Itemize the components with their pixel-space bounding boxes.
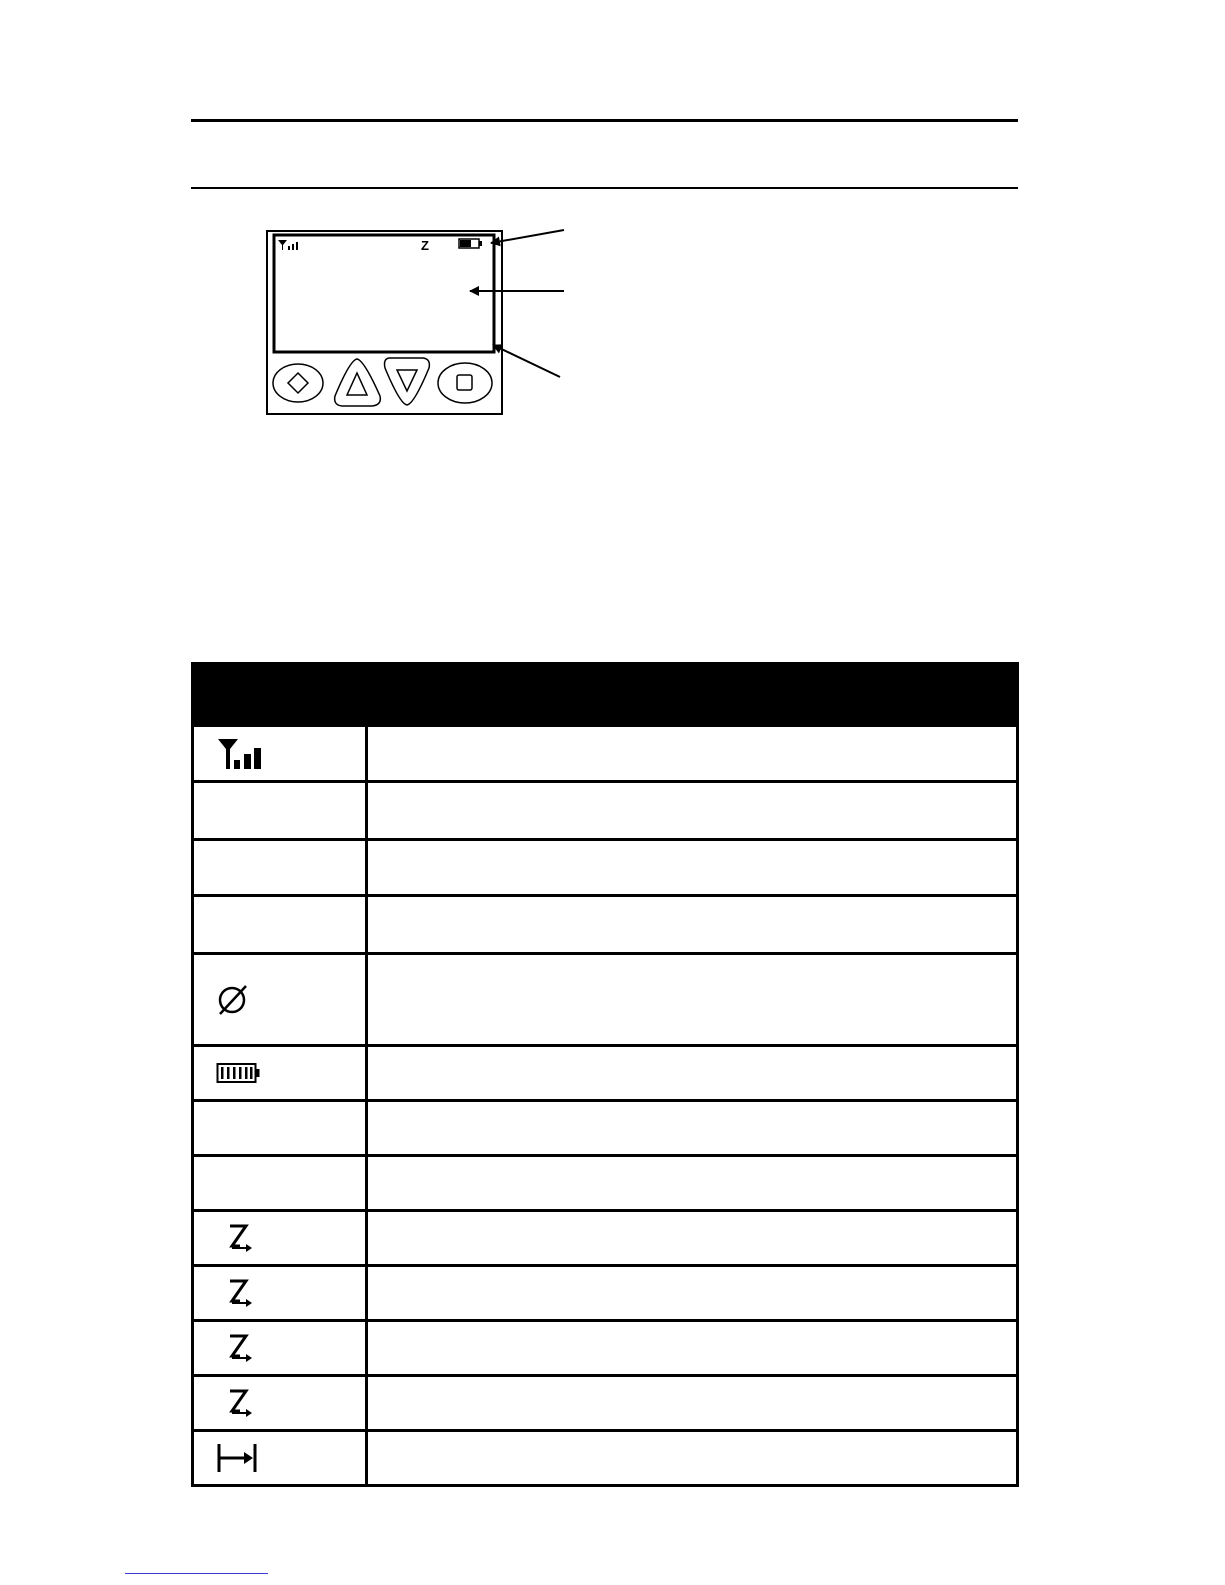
legend-row bbox=[194, 1209, 1016, 1264]
legend-row-description bbox=[368, 1047, 1016, 1099]
zero-arrow-icon bbox=[216, 1275, 256, 1311]
legend-row-description bbox=[368, 1102, 1016, 1154]
device-diagram bbox=[0, 0, 1225, 460]
legend-row bbox=[194, 952, 1016, 1044]
legend-row bbox=[194, 1374, 1016, 1429]
battery-icon bbox=[216, 1061, 260, 1085]
signal-strength-icon bbox=[216, 736, 282, 772]
legend-row-description bbox=[368, 1432, 1016, 1484]
legend-row-description bbox=[368, 1322, 1016, 1374]
legend-row bbox=[194, 727, 1016, 780]
legend-row-description bbox=[368, 1377, 1016, 1429]
enter-button[interactable] bbox=[438, 363, 492, 403]
callout-arrow-backlight bbox=[493, 345, 560, 377]
page-link-underline[interactable] bbox=[125, 1573, 268, 1574]
legend-row-description bbox=[368, 841, 1016, 894]
legend-row bbox=[194, 1154, 1016, 1209]
display-battery-icon bbox=[459, 239, 482, 248]
legend-row bbox=[194, 1044, 1016, 1099]
span-icon bbox=[216, 1441, 260, 1475]
legend-header-description bbox=[368, 665, 1016, 727]
legend-row bbox=[194, 838, 1016, 894]
legend-row bbox=[194, 894, 1016, 952]
legend-row-description bbox=[368, 1212, 1016, 1264]
device-display bbox=[274, 235, 494, 352]
legend-row-description bbox=[368, 1157, 1016, 1209]
legend-row-description bbox=[368, 783, 1016, 838]
power-button[interactable] bbox=[273, 364, 323, 402]
icon-legend-table bbox=[191, 662, 1019, 1487]
zero-arrow-icon bbox=[216, 1220, 256, 1256]
legend-row-description bbox=[368, 955, 1016, 1044]
legend-row bbox=[194, 1264, 1016, 1319]
legend-row-description bbox=[368, 727, 1016, 780]
legend-row bbox=[194, 1319, 1016, 1374]
legend-row bbox=[194, 1429, 1016, 1484]
legend-row bbox=[194, 1099, 1016, 1154]
zero-arrow-icon bbox=[216, 1385, 256, 1421]
no-signal-icon bbox=[216, 982, 252, 1018]
zero-arrow-icon bbox=[216, 1330, 256, 1366]
legend-row-description bbox=[368, 1267, 1016, 1319]
legend-row-description bbox=[368, 897, 1016, 952]
legend-header-icon bbox=[194, 665, 368, 727]
legend-header bbox=[194, 665, 1016, 727]
display-zero-indicator: Z bbox=[421, 238, 429, 253]
legend-row bbox=[194, 780, 1016, 838]
